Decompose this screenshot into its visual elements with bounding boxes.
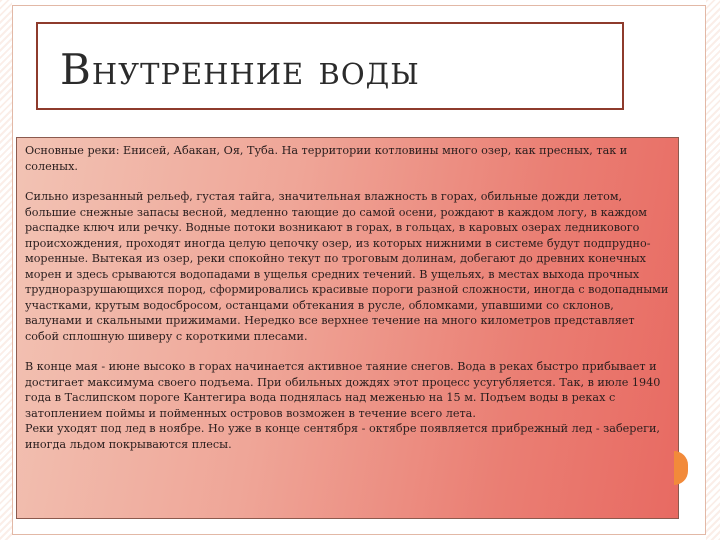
paragraph-relief: Сильно изрезанный рельеф, густая тайга, значительная влажность в горах, обильные дожди летом, большие снежные запасы весной, медленно тающие до самой осени, рождают в каждом логу, в каждом распадке ключ или речку. Водные потоки возникают в горах, в гольцах, в каровых озерах ледникового происхождения, проходят иногда целую цепочку озер, из которых нижними в системе будут подпрудно-моренные. Вытекая из озер, реки спокойно текут по троговым долинам, добегают до древних конечных морен и здесь срываются водопадами в ущелья средних течений. В ущельях, в местах выхода прочных трудноразрушающихся пород, сформировались красивые пороги разной сложности, иногда с водопадными участками, крутым водосбросом, останцами обтекания в русле, обломками, упавшими со склонов, валунами и скальными прижимами. Нередко все верхнее течение на много километров представляет собой сплошную шиверу с короткими плесами. bbox=[25, 190, 669, 343]
paragraph-ice: Реки уходят под лед в ноябре. Но уже в конце сентября - октябре появляется прибрежный лед - забереги, иногда льдом покрываются плесы. bbox=[25, 422, 660, 451]
left-decorative-stripes bbox=[0, 0, 12, 540]
paragraph-snowmelt: В конце мая - июне высоко в горах начинается активное таяние снегов. Вода в реках быстро прибывает и достигает максимума своего подъема. При обильных дождях этот процесс усугубляется. Так, в июле 1940 года в Таслипском пороге Кантегира вода поднялась над меженью на 15 м. Подъем воды в реках с затоплением поймы и пойменных островов возможен в течение всего лета. bbox=[25, 360, 661, 420]
content-box bbox=[16, 137, 679, 519]
paragraph-rivers: Основные реки: Енисей, Абакан, Оя, Туба. На территории котловины много озер, как пресных, так и соленых. bbox=[25, 144, 628, 173]
right-decorative-stripes bbox=[706, 0, 720, 540]
slide-title: Внутренние воды bbox=[60, 45, 420, 94]
